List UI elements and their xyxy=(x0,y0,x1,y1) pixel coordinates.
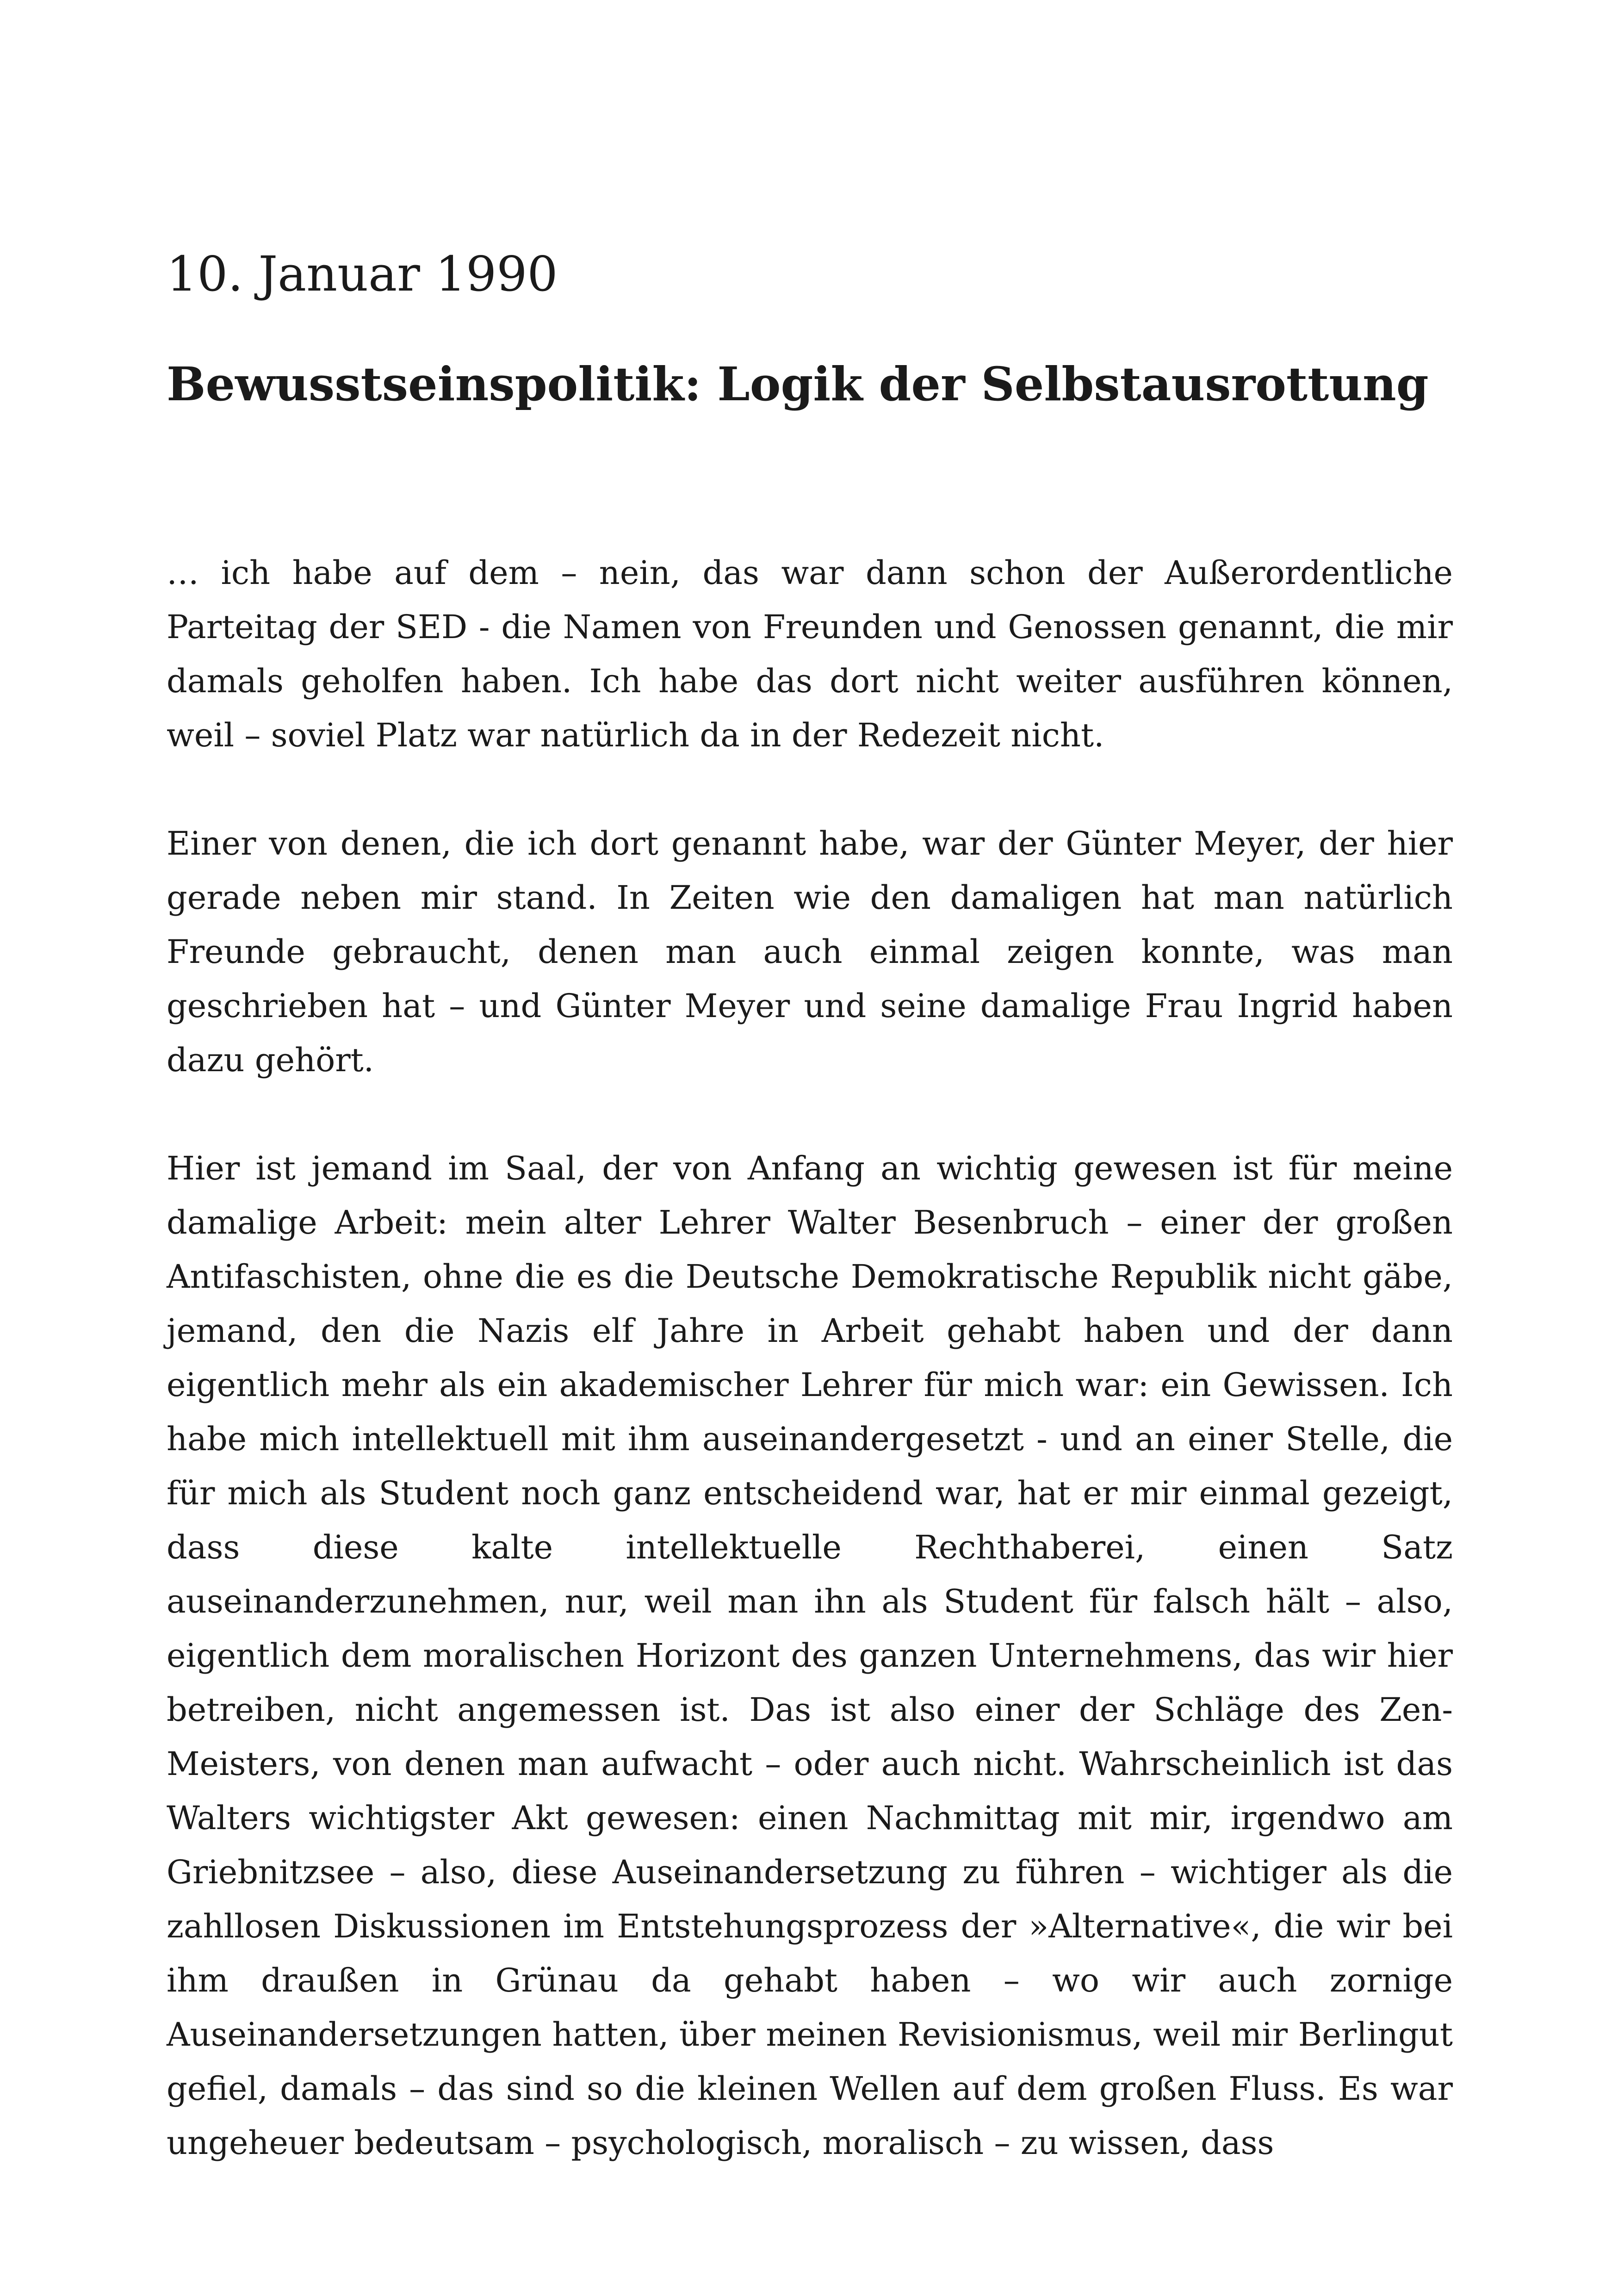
paragraph: Einer von denen, die ich dort genannt habe, war der Günter Meyer, der hier gerade neben mir stand. In Zeiten wie den damaligen hat man natürlich Freunde gebraucht, denen man auch einmal zeigen konnte, was man geschrieben hat – und Günter Meyer und seine damalige Frau Ingrid haben dazu gehört. xyxy=(167,825,1453,1079)
paragraph: … ich habe auf dem – nein, das war dann schon der Außerordentliche Parteitag der SED - die Namen von Freunden und Genossen genannt, die mir damals geholfen haben. Ich habe das dort nicht weiter ausführen können, weil – soviel Platz war natürlich da in der Redezeit nicht. xyxy=(167,554,1453,754)
body-text xyxy=(167,546,1453,2170)
book-page xyxy=(167,0,1453,2296)
paragraph: Hier ist jemand im Saal, der von Anfang an wichtig gewesen ist für meine damalige Arbeit: mein alter Lehrer Walter Besenbruch – einer der großen Antifaschisten, ohne die es die Deutsche Demokratische Republik nicht gäbe, jemand, den die Nazis elf Jahre in Arbeit gehabt haben und der dann eigentlich mehr als ein akademischer Lehrer für mich war: ein Gewissen. Ich habe mich intellektuell mit ihm auseinandergesetzt - und an einer Stelle, die für mich als Student noch ganz entscheidend war, hat er mir einmal gezeigt, dass diese kalte intellektuelle Rechthaberei, einen Satz auseinanderzunehmen, nur, weil man ihn als Student für falsch hält – also, eigentlich dem moralischen Horizont des ganzen Unternehmens, das wir hier betreiben, nicht angemessen ist. Das ist also einer der Schläge des Zen-Meisters, von denen man aufwacht – oder auch nicht. Wahrscheinlich ist das Walters wichtigster Akt gewesen: einen Nachmittag mit mir, irgendwo am Griebnitzsee – also, diese Auseinandersetzung zu führen – wichtiger als die zahllosen Diskussionen im Entstehungsprozess der »Alternative«, die wir bei ihm draußen in Grünau da gehabt haben – wo wir auch zornige Auseinandersetzungen hatten, über meinen Revisionismus, weil mir Berlingut gefiel, damals – das sind so die kleinen Wellen auf dem großen Fluss. Es war ungeheuer bedeutsam – psychologisch, moralisch – zu wissen, dass xyxy=(167,1149,1453,2162)
chapter-title: Bewusstseinspolitik: Logik der Selbstausrottung xyxy=(167,357,1429,411)
chapter-date: 10. Januar 1990 xyxy=(167,246,558,302)
